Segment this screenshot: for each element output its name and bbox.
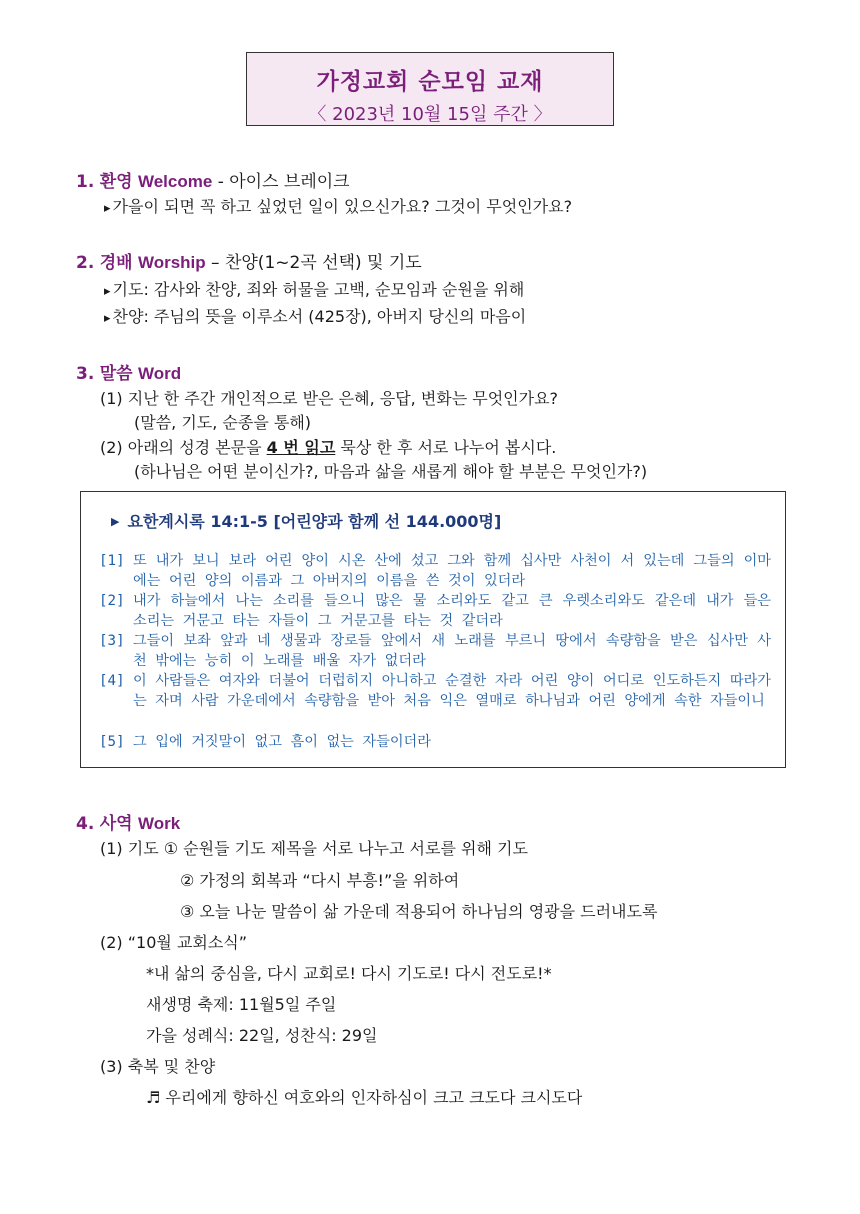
read-four-times: 4 번 읽고 (266, 438, 336, 457)
date-subtitle: 〈 2023년 10월 15일 주간 〉 (308, 104, 552, 125)
word-question-1-note: (말씀, 기도, 순종을 통해) (134, 413, 312, 432)
verse-1: [1] 또 내가 보니 보라 어린 양이 시온 산에 섰고 그와 함께 십사만 사천이 서 있는데 그들의 이마에는 어린 양의 이름과 그 아버지의 이름을 쓴 것이 있더라 (99, 553, 771, 589)
worship-prayer: ▸ 기도: 감사와 찬양, 죄와 허물을 고백, 순모임과 순원을 위해 (104, 277, 524, 300)
work-news-festival: 새생명 축제: 11월5일 주일 (146, 995, 337, 1014)
scripture-box (80, 491, 786, 768)
section-worship-heading: 2. 경배 Worship – 찬양(1~2곡 선택) 및 기도 (76, 253, 422, 273)
word-question-2-note: (하나님은 어떤 분이신가?, 마음과 삶을 새롭게 해야 할 부분은 무엇인가?) (134, 462, 648, 481)
worship-song: ▸ 찬양: 주님의 뜻을 이루소서 (425장), 아버지 당신의 마음이 (104, 304, 526, 327)
work-news-motto: *내 삶의 중심을, 다시 교회로! 다시 기도로! 다시 전도로!* (146, 964, 552, 983)
scripture-title: ▶ 요한계시록 14:1-5 [어린양과 함께 선 144.000명] (111, 509, 501, 532)
verse-3: [3] 그들이 보좌 앞과 네 생물과 장로들 앞에서 새 노래를 부르니 땅에서 속량함을 받은 십사만 사천 밖에는 능히 이 노래를 배울 자가 없더라 (99, 633, 771, 669)
work-blessing-song: ♬ 우리에게 향하신 여호와의 인자하심이 크고 크도다 크시도다 (146, 1088, 583, 1107)
section-work-heading: 4. 사역 Work (76, 814, 181, 834)
word-question-2: (2) 아래의 성경 본문을 4 번 읽고 묵상 한 후 서로 나누어 봅시다. (100, 438, 557, 457)
page-title: 가정교회 순모임 교재 (316, 69, 544, 95)
work-news-sacrament: 가을 성례식: 22일, 성찬식: 29일 (146, 1026, 378, 1045)
work-church-news: (2) “10월 교회소식” (100, 933, 248, 952)
work-prayer-1: (1) 기도 ① 순원들 기도 제목을 서로 나누고 서로를 위해 기도 (100, 839, 528, 858)
section-word-heading: 3. 말씀 Word (76, 364, 182, 384)
word-question-1: (1) 지난 한 주간 개인적으로 받은 은혜, 응답, 변화는 무엇인가요? (100, 389, 559, 408)
section-welcome-heading: 1. 환영 Welcome - 아이스 브레이크 (76, 172, 350, 192)
verse-4: [4] 이 사람들은 여자와 더불어 더럽히지 아니하고 순결한 자라 어린 양이 어디로 인도하든지 따라가는 자며 사람 가운데에서 속량함을 받아 처음 익은 열매로 하나님과 어린 양에게 속한 자들이니 (99, 673, 771, 709)
verse-2: [2] 내가 하늘에서 나는 소리를 들으니 많은 물 소리와도 같고 큰 우렛소리와도 같은데 내가 들은 소리는 거문고 타는 자들이 그 거문고를 타는 것 같더라 (99, 593, 771, 629)
verse-5: [5] 그 입에 거짓말이 없고 흠이 없는 자들이더라 (99, 734, 431, 750)
work-prayer-2: ② 가정의 회복과 “다시 부흥!”을 위하여 (180, 871, 460, 890)
title-box (246, 52, 614, 126)
work-prayer-3: ③ 오늘 나눈 말씀이 삶 가운데 적용되어 하나님의 영광을 드러내도록 (180, 902, 658, 921)
work-blessing: (3) 축복 및 찬양 (100, 1057, 216, 1076)
welcome-question: ▸ 가을이 되면 꼭 하고 싶었던 일이 있으신가요? 그것이 무엇인가요? (104, 194, 572, 217)
